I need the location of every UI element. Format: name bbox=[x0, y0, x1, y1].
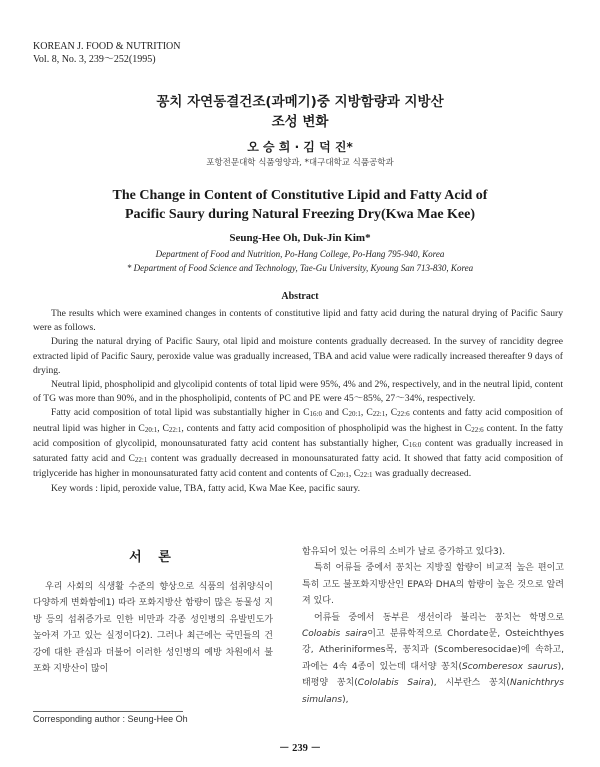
journal-header bbox=[33, 40, 181, 66]
abstract-body bbox=[33, 307, 563, 497]
text-run: Fatty acid composition of total lipid was substantially higher in C bbox=[51, 407, 310, 419]
footnote-rule bbox=[33, 711, 183, 712]
abstract-paragraph-4 bbox=[33, 406, 563, 482]
intro-right-paragraph-1: 함유되어 있는 어류의 소비가 날로 증가하고 있다3). bbox=[302, 547, 506, 557]
text-run: and C bbox=[321, 407, 349, 419]
english-title-line2: Pacific Saury during Natural Freezing Dry(Kwa Mae Kee) bbox=[124, 207, 476, 222]
species-name: Cololabis Saira bbox=[357, 678, 431, 689]
intro-right-column bbox=[302, 544, 564, 708]
subscript: 22:1 bbox=[372, 410, 386, 419]
text-run: 어류들 중에서 동부른 생선이라 불리는 꽁치는 학명으로 bbox=[314, 612, 564, 623]
abstract-paragraph-3: Neutral lipid, phospholipid and glycolipid contents of total lipid were 95%, 4% and 2%, respectively, and in the neutral lipid, content of TG was more than 90%, and in the phospholipid, contents of PC and PE were 45～85%, 27～34%, respectively. bbox=[33, 379, 563, 405]
journal-citation: Vol. 8, No. 3, 239～252(1995) bbox=[33, 54, 156, 65]
species-name: Coloabis saira bbox=[302, 629, 368, 640]
text-run: ), bbox=[342, 694, 349, 705]
abstract-paragraph-2: During the natural drying of Pacific Saury, otal lipid and moisture contents gradually decreased. In the survey of rancidity degree extracted lipid of Pacific Saury, peroxide value was gradually increased, TBA and acid value were radically increased thereafter 9 days of drying. bbox=[33, 336, 563, 376]
text-run: content was gradually increased in saturated fatty acid and C bbox=[33, 437, 564, 465]
intro-left-column bbox=[33, 546, 273, 677]
corresponding-author-footnote: Corresponding author : Seung-Hee Oh bbox=[33, 714, 188, 724]
text-run: content was gradually decreased in monounsaturated fatty acid. It showed that fatty acid composition of triglyceride has higher in monounsaturated fatty acid content and contents of C bbox=[33, 453, 563, 480]
english-authors: Seung-Hee Oh, Duk-Jin Kim* bbox=[229, 232, 371, 244]
intro-right-paragraph-3 bbox=[302, 610, 564, 708]
english-affiliation-1: Department of Food and Nutrition, Po-Hang College, Po-Hang 795-940, Korea bbox=[155, 249, 445, 259]
english-affiliation-2: * Department of Food Science and Technology, Tae-Gu University, Kyoung San 713-830, Korea bbox=[126, 263, 474, 273]
subscript: 22:1 bbox=[360, 471, 373, 480]
intro-left-text: 우리 사회의 식생활 수준의 향상으로 식품의 섭취양식이 다양하게 변화함에1) 따라 포화지방산 함량이 많은 동물성 지방 등의 섭취증가로 인한 비만과 각종 성인병의 유발빈도가 높아져 가고 있는 실정이다2). 그러나 최근에는 국민들의 건강에 대한 관심과 더불어 이러한 성인병의 예방 차원에서 불포화 지방산이 많이 bbox=[33, 582, 273, 675]
english-title-line1: The Change in Content of Constitutive Lipid and Fatty Acid of bbox=[112, 188, 488, 203]
text-run: , contents and fatty acid composition of phospholipid was the highest in C bbox=[181, 422, 472, 434]
subscript: 16:0 bbox=[408, 440, 422, 449]
text-run: , C bbox=[360, 407, 373, 419]
korean-title-line2: 조성 변화 bbox=[271, 114, 329, 130]
journal-name: KOREAN J. FOOD & NUTRITION bbox=[33, 41, 181, 52]
species-name: Nanichthrys simulans bbox=[302, 678, 564, 705]
subscript: 20:1 bbox=[348, 410, 361, 419]
korean-title bbox=[0, 92, 600, 132]
intro-heading: 서 론 bbox=[129, 550, 177, 565]
subscript: 20:1 bbox=[144, 425, 158, 434]
abstract-heading: Abstract bbox=[281, 291, 319, 302]
subscript: 20:1 bbox=[336, 471, 349, 480]
text-run: ), 시부란스 꽁치( bbox=[430, 678, 510, 689]
page-number: － 239 － bbox=[279, 743, 321, 754]
intro-right-paragraph-2: 특히 어류들 중에서 꽁치는 지방질 함량이 비교적 높은 편이고 특히 고도 불포화지방산인 EPA와 DHA의 함량이 높은 것으로 알려져 있다. bbox=[302, 563, 564, 607]
text-run: , C bbox=[348, 468, 361, 480]
korean-authors: 오 승 희 · 김 덕 진* bbox=[247, 140, 353, 154]
text-run: contents and fatty acid composition of neutral lipid was higher in C bbox=[33, 407, 563, 434]
korean-affiliation: 포항전문대학 식품영양과, *대구대학교 식품공학과 bbox=[206, 158, 394, 168]
abstract-paragraph-1: The results which were examined changes in contents of constitutive lipid and fatty acid during the natural drying of Pacific Saury were as follows. bbox=[33, 308, 563, 334]
text-run: ), 태평양 꽁치( bbox=[302, 661, 564, 689]
korean-title-line1: 꽁치 자연동결건조(과메기)중 지방함량과 지방산 bbox=[156, 94, 444, 110]
text-run: was gradually decreased. bbox=[372, 468, 472, 480]
subscript: 16:0 bbox=[309, 410, 322, 419]
text-run: , C bbox=[385, 407, 398, 419]
subscript: 22:1 bbox=[134, 456, 148, 465]
text-run: 이고 분류학적으로 Chordate문, Osteichthyes강, Atheriniformes목, 꽁치과 (Scomberesocidae)에 속하고, 과에는 4속 4종이 있는데 대서양 꽁치( bbox=[302, 629, 564, 672]
english-title bbox=[0, 186, 600, 224]
species-name: Scomberesox saurus bbox=[462, 661, 558, 672]
subscript: 22:6 bbox=[471, 425, 484, 434]
text-run: content. In the fatty acid composition of glycolipid, monounsaturated fatty acid content has substantially higher, C bbox=[33, 422, 563, 449]
subscript: 22:1 bbox=[168, 425, 182, 434]
keywords: Key words : lipid, peroxide value, TBA, fatty acid, Kwa Mae Kee, pacific saury. bbox=[51, 483, 361, 495]
text-run: , C bbox=[157, 422, 169, 434]
subscript: 22:6 bbox=[397, 410, 410, 419]
